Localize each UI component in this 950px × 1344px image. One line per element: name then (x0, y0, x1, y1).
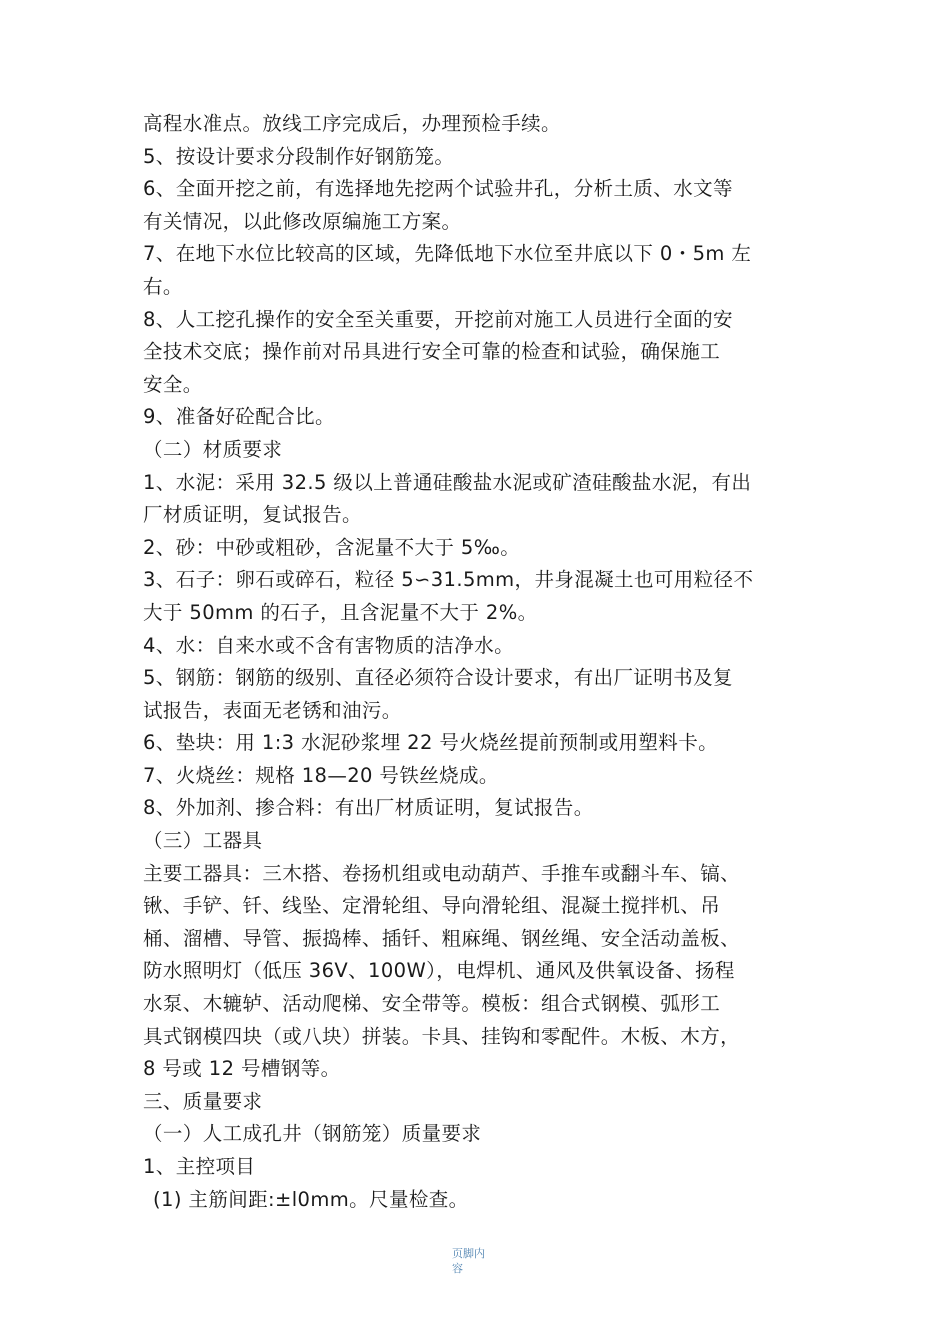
text-line: 1、主控项目 (143, 1155, 256, 1178)
footer-text-line: 页脚内 (452, 1247, 485, 1260)
text-line: 3、石子：卵石或碎石，粒径 5∽31.5mm，井身混凝土也可用粒径不 (143, 568, 754, 592)
text-line: 具式钢模四块（或八块）拼装。卡具、挂钩和零配件。木板、木方， (143, 1024, 741, 1048)
text-line: 高程水准点。放线工序完成后，办理预检手续。 (143, 112, 561, 135)
text-line: 8 号或 12 号槽钢等。 (143, 1057, 341, 1081)
section-heading: 三、质量要求 (143, 1089, 263, 1113)
text-line: 5、钢筋：钢筋的级别、直径必须符合设计要求，有出厂证明书及复 (143, 666, 733, 690)
text-line: 防水照明灯（低压 36V、100W），电焊机、通风及供氧设备、扬程 (143, 959, 735, 983)
section-heading: （三）工器具 (143, 829, 263, 853)
text-line: 7、火烧丝：规格 18—20 号铁丝烧成。 (143, 763, 499, 787)
document-body (143, 108, 811, 1216)
text-line: 厂材质证明，复试报告。 (143, 503, 362, 527)
text-line: 试报告，表面无老锈和油污。 (143, 698, 402, 722)
text-line: 9、准备好砼配合比。 (143, 405, 335, 429)
text-line: 右。 (143, 274, 183, 298)
text-line: 5、按设计要求分段制作好钢筋笼。 (143, 144, 455, 168)
text-line: 全技术交底；操作前对吊具进行安全可靠的检查和试验，确保施工 (143, 340, 721, 364)
text-line: 6、全面开挖之前，有选择地先挖两个试验井孔，分析土质、水文等 (143, 177, 733, 201)
footer-text-line: 容 (452, 1262, 463, 1275)
text-line: 7、在地下水位比较高的区域，先降低地下水位至井底以下 0・5m 左 (143, 242, 752, 266)
text-line: 1、水泥：采用 32.5 级以上普通硅酸盐水泥或矿渣硅酸盐水泥，有出 (143, 470, 752, 494)
text-line: 8、外加剂、掺合料：有出厂材质证明，复试报告。 (143, 796, 594, 820)
text-line: 有关情况，以此修改原编施工方案。 (143, 209, 462, 233)
text-line: (1) 主筋间距:±l0mm。尺量检查。 (153, 1187, 469, 1211)
text-line: 4、水：自来水或不含有害物质的洁净水。 (143, 633, 515, 657)
text-line: 大于 50mm 的石子，且含泥量不大于 2%。 (143, 600, 538, 624)
text-line: 6、垫块：用 1:3 水泥砂浆埋 22 号火烧丝提前预制或用塑料卡。 (143, 731, 718, 755)
section-heading: （一）人工成孔井（钢筋笼）质量要求 (143, 1122, 482, 1146)
text-line: 安全。 (143, 372, 203, 396)
section-heading: （二）材质要求 (143, 437, 283, 461)
text-line: 8、人工挖孔操作的安全至关重要，开挖前对施工人员进行全面的安 (143, 307, 733, 331)
text-line: 水泵、木辘轳、活动爬梯、安全带等。模板：组合式钢模、弧形工 (143, 992, 721, 1016)
text-line: 桶、溜槽、导管、振捣棒、插钎、粗麻绳、钢丝绳、安全活动盖板、 (143, 926, 741, 950)
text-line: 2、砂：中砂或粗砂，含泥量不大于 5‰。 (143, 535, 521, 559)
text-line: 锹、手铲、钎、线坠、定滑轮组、导向滑轮组、混凝土搅拌机、吊 (143, 894, 721, 918)
text-line: 主要工器具：三木搭、卷扬机组或电动葫芦、手推车或翻斗车、镐、 (143, 861, 741, 885)
page-footer (452, 1246, 498, 1276)
